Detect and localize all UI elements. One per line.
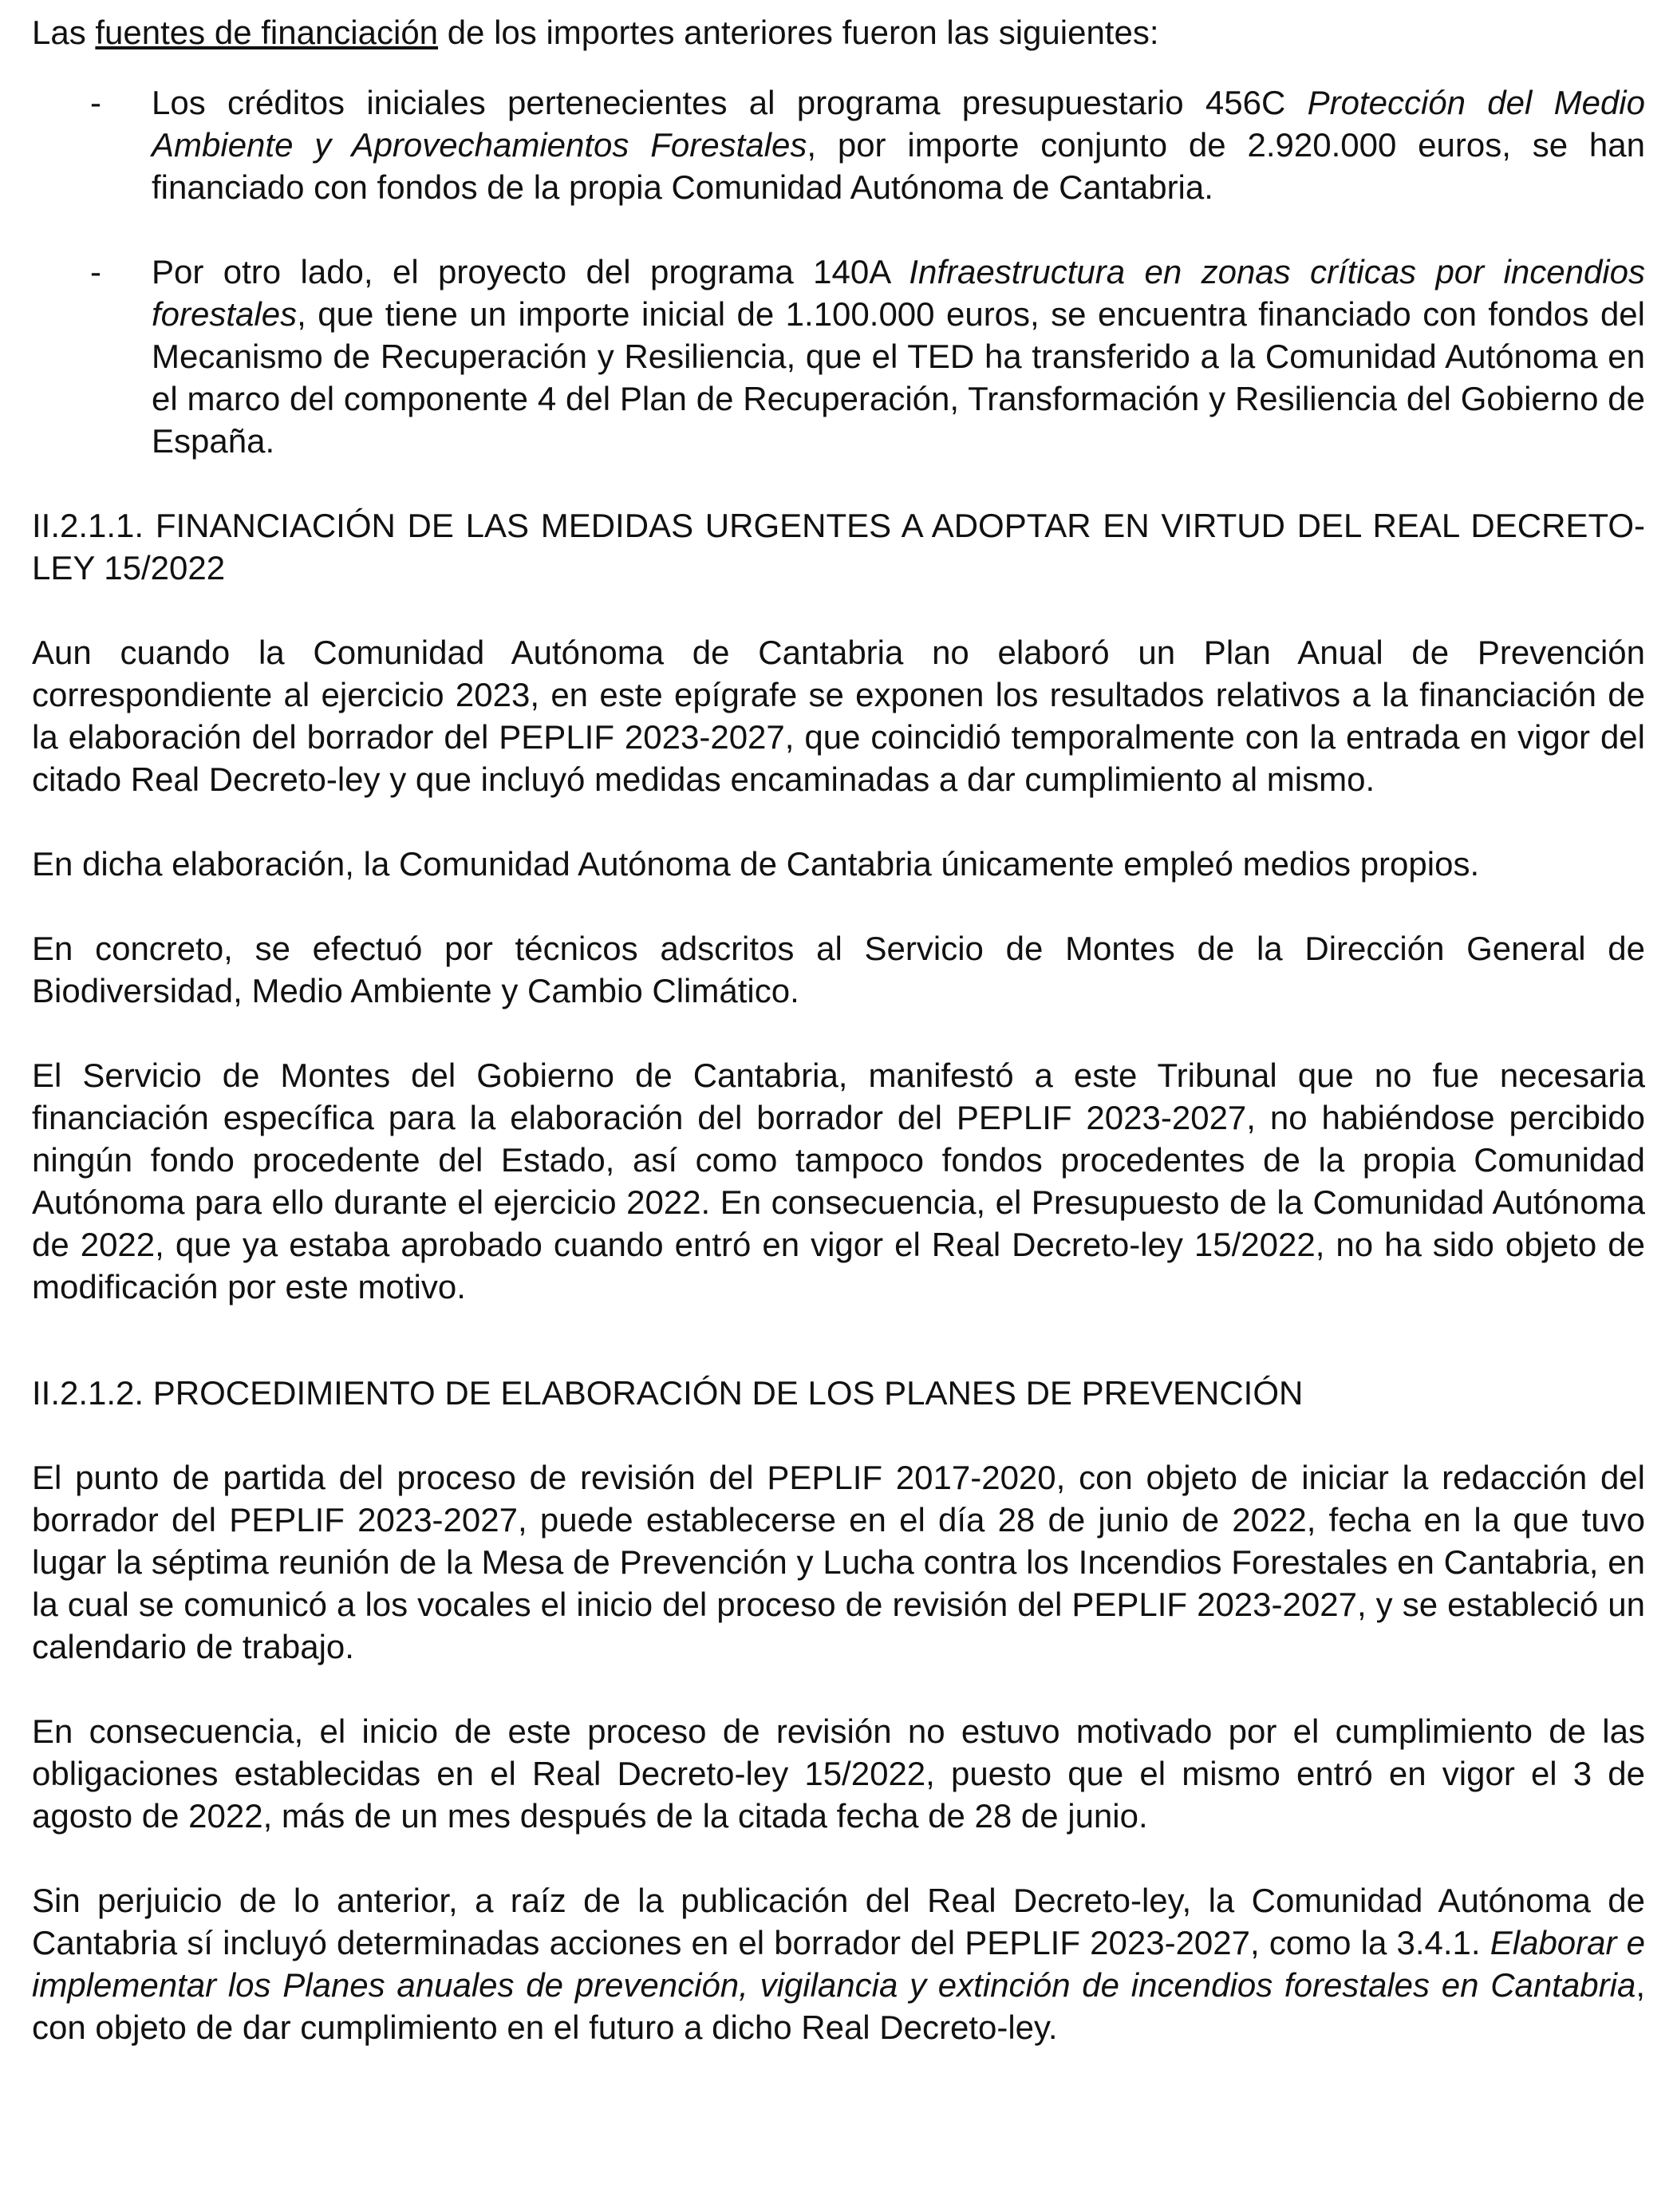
intro-text-before: Las (32, 14, 96, 51)
body-paragraph: En concreto, se efectuó por técnicos adscritos al Servicio de Montes de la Dirección General de Biodiversidad, Medio Ambiente y Cambio Climático. (32, 930, 1645, 1009)
section-heading-procedimiento: II.2.1.2. PROCEDIMIENTO DE ELABORACIÓN DE LOS PLANES DE PREVENCIÓN (32, 1374, 1304, 1412)
paragraph-italic-text: Elaborar e implementar los Planes anuales de prevención, vigilancia y extinción de incendios forestales en Cantabria (32, 1924, 1645, 2004)
body-paragraph-last (32, 1879, 1645, 2048)
body-paragraph: En dicha elaboración, la Comunidad Autónoma de Cantabria únicamente empleó medios propios. (32, 845, 1480, 883)
list-item-text: , por importe conjunto de 2.920.000 euros, se han financiado con fondos de la propia Comunidad Autónoma de Cantabria. (152, 126, 1645, 206)
intro-paragraph (32, 11, 1645, 53)
list-item-text: Los créditos iniciales pertenecientes al programa presupuestario 456C (152, 84, 1308, 121)
list-item-text: , que tiene un importe inicial de 1.100.000 euros, se encuentra financiado con fondos del Mecanismo de Recuperación y Resiliencia, que el TED ha transferido a la Comunidad Autónoma en el marco del componente 4 del Plan de Recuperación, Transformación y Resiliencia del Gobierno de España. (152, 295, 1645, 460)
financing-sources-list (32, 81, 1645, 462)
list-item-text: Por otro lado, el proyecto del programa 140A (152, 253, 910, 290)
body-paragraph: Aun cuando la Comunidad Autónoma de Cantabria no elaboró un Plan Anual de Prevención correspondiente al ejercicio 2023, en este epígrafe se exponen los resultados relativos a la financiación de la elaboración del borrador del PEPLIF 2023-2027, que coincidió temporalmente con la entrada en vigor del citado Real Decreto-ley y que incluyó medidas encaminadas a dar cumplimiento al mismo. (32, 634, 1645, 798)
document-page (32, 11, 1645, 2091)
paragraph-text: , con objeto de dar cumplimiento en el futuro a dicho Real Decreto-ley. (32, 1966, 1645, 2046)
body-paragraph: El punto de partida del proceso de revisión del PEPLIF 2017-2020, con objeto de iniciar la redacción del borrador del PEPLIF 2023-2027, puede establecerse en el día 28 de junio de 2022, fecha en la que tuvo lugar la séptima reunión de la Mesa de Prevención y Lucha contra los Incendios Forestales en Cantabria, en la cual se comunicó a los vocales el inicio del proceso de revisión del PEPLIF 2023-2027, y se estableció un calendario de trabajo. (32, 1459, 1645, 1665)
list-item (32, 81, 1645, 208)
section-heading-financiacion: II.2.1.1. FINANCIACIÓN DE LAS MEDIDAS URGENTES A ADOPTAR EN VIRTUD DEL REAL DECRETO-LEY 15/2022 (32, 507, 1645, 587)
paragraph-text: Sin perjuicio de lo anterior, a raíz de la publicación del Real Decreto-ley, la Comunidad Autónoma de Cantabria sí incluyó determinadas acciones en el borrador del PEPLIF 2023-2027, como la 3.4.1. (32, 1882, 1645, 1961)
dash-bullet: - (90, 84, 101, 121)
list-item (32, 251, 1645, 462)
intro-text-after: de los importes anteriores fueron las siguientes: (438, 14, 1159, 51)
list-item-italic-text: Infraestructura en zonas críticas por incendios forestales (152, 253, 1646, 333)
list-item-italic-text: Protección del Medio Ambiente y Aprovechamientos Forestales (152, 84, 1645, 164)
intro-underlined-text: fuentes de financiación (95, 14, 439, 51)
body-paragraph: El Servicio de Montes del Gobierno de Cantabria, manifestó a este Tribunal que no fue necesaria financiación específica para la elaboración del borrador del PEPLIF 2023-2027, no habiéndose percibido ningún fondo procedente del Estado, así como tampoco fondos procedentes de la propia Comunidad Autónoma para ello durante el ejercicio 2022. En consecuencia, el Presupuesto de la Comunidad Autónoma de 2022, que ya estaba aprobado cuando entró en vigor el Real Decreto-ley 15/2022, no ha sido objeto de modificación por este motivo. (32, 1057, 1645, 1305)
body-paragraph: En consecuencia, el inicio de este proceso de revisión no estuvo motivado por el cumplimiento de las obligaciones establecidas en el Real Decreto-ley 15/2022, puesto que el mismo entró en vigor el 3 de agosto de 2022, más de un mes después de la citada fecha de 28 de junio. (32, 1712, 1645, 1835)
dash-bullet: - (90, 253, 101, 290)
